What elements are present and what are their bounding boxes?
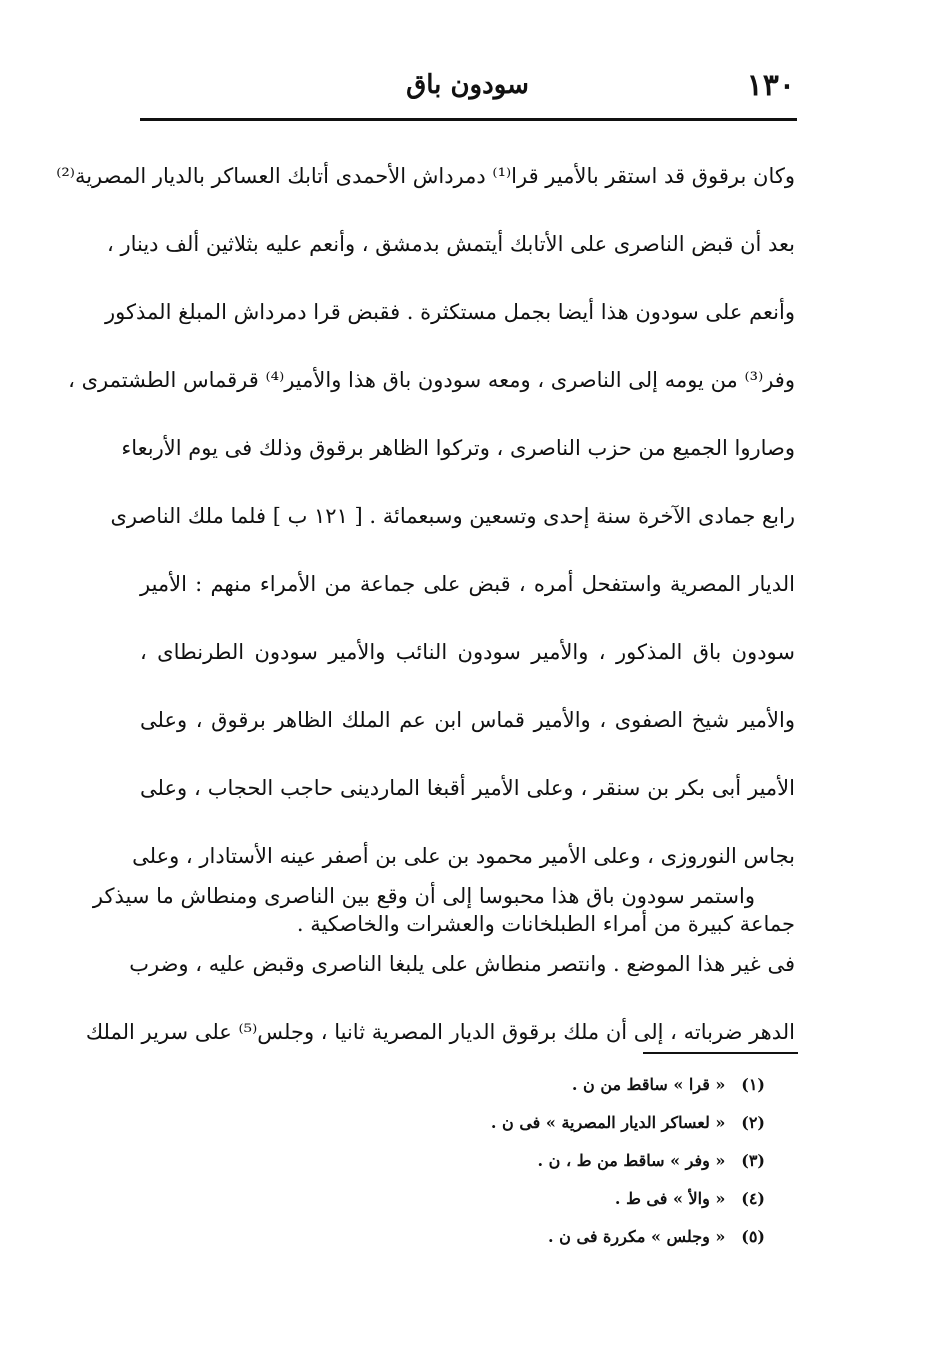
paragraph-1	[56, 142, 795, 958]
text-line: والأمير شيخ الصفوى ، والأمير قماس ابن عم الملك الظاهر برقوق ، وعلى	[140, 708, 795, 732]
footnotes	[445, 1066, 765, 1256]
footnote-number: (٤)	[741, 1189, 765, 1208]
footnote-text: « لعساكر الديار المصرية » فى ن .	[490, 1113, 726, 1132]
text-line: الدهر ضرباته ، إلى أن ملك برقوق الديار المصرية ثانيا ، وجلس⁽⁵⁾ على سرير الملك	[85, 1020, 795, 1044]
footnote-rule	[643, 1052, 798, 1054]
running-title: سودون باق	[406, 70, 529, 100]
footnote	[445, 1142, 765, 1180]
text-line: وأنعم على سودون هذا أيضا بجمل مستكثرة . فقبض قرا دمرداش المبلغ المذكور	[105, 300, 795, 324]
text-line: فى غير هذا الموضع . وانتصر منطاش على يلبغا الناصرى وقبض عليه ، وضرب	[129, 952, 795, 976]
text-line: الديار المصرية واستفحل أمره ، قبض على جماعة من الأمراء منهم : الأمير	[140, 572, 795, 596]
footnote-number: (٥)	[741, 1227, 765, 1246]
footnote-text: « والأ » فى ط .	[614, 1189, 726, 1208]
text-line: جماعة كبيرة من أمراء الطبلخانات والعشرات والخاصكية .	[296, 912, 795, 936]
text-line: بعد أن قبض الناصرى على الأتابك أيتمش بدمشق ، وأنعم عليه بثلاثين ألف دينار ،	[107, 232, 795, 256]
footnote	[445, 1066, 765, 1104]
text-line: الأمير أبى بكر بن سنقر ، وعلى الأمير أقبغا الماردينى حاجب الحجاب ، وعلى	[140, 776, 795, 800]
text-line: بجاس النوروزى ، وعلى الأمير محمود بن على بن أصفر عينه الأستادار ، وعلى	[132, 844, 795, 868]
footnote	[445, 1104, 765, 1142]
text-line: سودون باق المذكور ، والأمير سودون النائب والأمير سودون الطرنطاى ،	[140, 640, 795, 664]
text-line: واستمر سودون باق هذا محبوسا إلى أن وقع بين الناصرى ومنطاش ما سيذكر	[92, 884, 755, 908]
footnote	[445, 1218, 765, 1256]
footnote-text: « وجلس » مكررة فى ن .	[548, 1227, 726, 1246]
page-number: ١٣٠	[746, 68, 795, 103]
footnote-text: « وفر » ساقط من ط ، ن .	[537, 1151, 726, 1170]
footnote-number: (٣)	[741, 1151, 765, 1170]
footnote	[445, 1180, 765, 1218]
text-line: وفر⁽³⁾ من يومه إلى الناصرى ، ومعه سودون باق هذا والأمير⁽⁴⁾ قرقماس الطشتمرى ،	[68, 368, 795, 392]
header-rule	[140, 118, 797, 121]
text-line: وصاروا الجميع من حزب الناصرى ، وتركوا الظاهر برقوق وذلك فى يوم الأربعاء	[121, 436, 795, 460]
text-line: رابع جمادى الآخرة سنة إحدى وتسعين وسبعمائة . [ ١٢١ ب ] فلما ملك الناصرى	[110, 504, 795, 528]
footnote-text: « قرا » ساقط من ن .	[571, 1075, 726, 1094]
footnote-number: (١)	[741, 1075, 765, 1094]
footnote-number: (٢)	[741, 1113, 765, 1132]
page-header	[140, 66, 795, 114]
text-line: وكان برقوق قد استقر بالأمير قرا⁽¹⁾ دمرداش الأحمدى أتابك العساكر بالديار المصرية⁽²⁾	[56, 164, 795, 188]
paragraph-2	[85, 862, 795, 1066]
